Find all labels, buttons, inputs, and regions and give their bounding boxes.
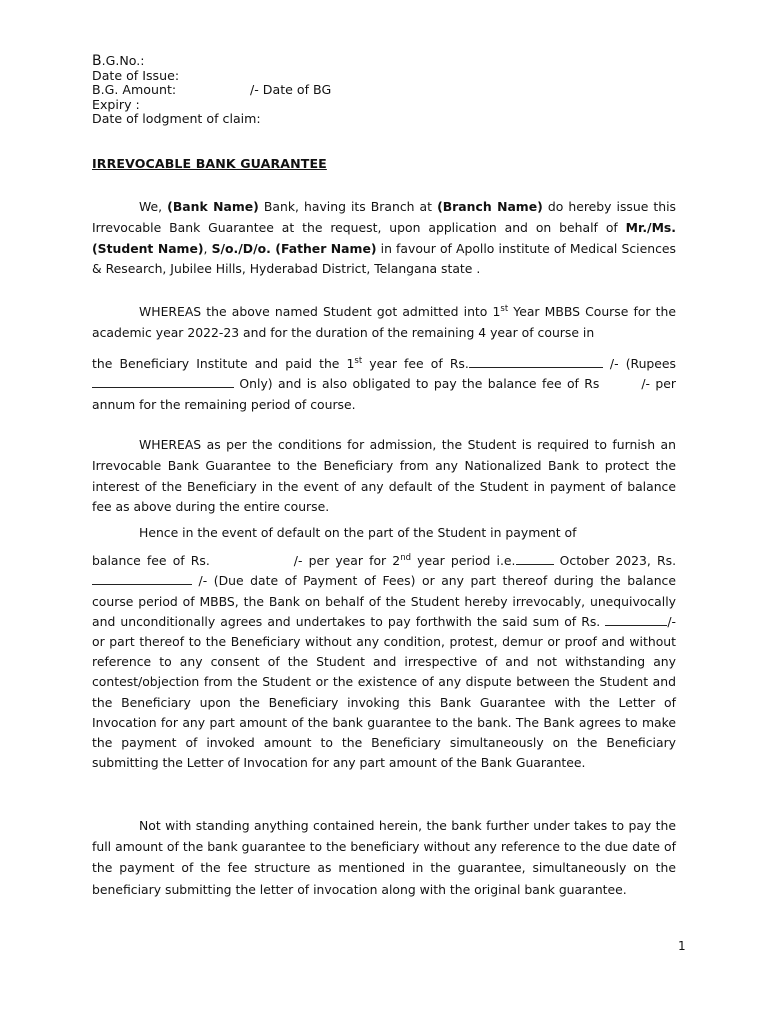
p1-text-3: do hereby issue this Irrevocable Bank Guarantee at the request, upon application and on behalf of (92, 199, 677, 235)
bg-amount-line (92, 83, 331, 98)
p2-superscript-1: st (500, 303, 509, 314)
guarantee-header (92, 54, 331, 127)
due-amount-blank[interactable] (92, 573, 192, 585)
paragraph-admission (92, 302, 676, 416)
fee-amount-blank[interactable] (469, 356, 603, 368)
p2-superscript-2: st (354, 355, 363, 366)
p4-text-3: /- per year for 2 (293, 553, 401, 569)
p4-text-1: Hence in the event of default on the part of the Student in payment of (139, 525, 577, 540)
p5-text: Not with standing anything contained herein, the bank further under takes to pay the full amount of the bank guarantee to the beneficiary without any reference to the due date of the payment of the fee structure as mentioned in the guarantee, simultaneously on the beneficiary submitting the letter of invocation along with the original bank guarantee. (92, 818, 676, 897)
paragraph-conditions (92, 435, 676, 518)
p4-text-4: year period i.e. (410, 553, 516, 569)
bg-number-line (92, 54, 331, 69)
paragraph-issuance (92, 197, 676, 280)
sum-amount-blank[interactable] (605, 614, 667, 626)
bg-number-initial: B (92, 53, 102, 69)
p2-text-6: Only) and is also obligated to pay the balance fee of Rs (234, 376, 600, 392)
p4-superscript-1: nd (400, 553, 411, 564)
p2-text-1: WHEREAS the above named Student got admitted into 1 (139, 304, 501, 319)
bg-amount-label: B.G. Amount: (92, 82, 177, 97)
p3-text: WHEREAS as per the conditions for admission, the Student is required to furnish an Irrevocable Bank Guarantee to the Beneficiary from any Nationalized Bank to protect the interest of the Beneficiary in the event of any default of the Student in payment of balance fee as above during the entire course. (92, 437, 676, 515)
page-number: 1 (678, 939, 686, 953)
period-date-blank[interactable] (516, 553, 554, 565)
father-name-placeholder: S/o./D/o. (Father Name) (211, 240, 377, 256)
bg-number-label: .G.No.: (101, 53, 145, 68)
p4-text-2: balance fee of Rs. (92, 553, 210, 569)
p1-text-2: Bank, having its Branch at (258, 199, 438, 214)
bank-name-placeholder: (Bank Name) (167, 199, 259, 214)
student-name-placeholder: Mr./Ms. (Student Name) (92, 219, 676, 256)
p4-text-5: October 2023, Rs. (553, 553, 677, 569)
p2-text-7: /- per annum for the remaining period of course. (92, 376, 677, 413)
p1-text-1: We, (139, 199, 168, 214)
paragraph-undertaking (92, 815, 676, 900)
expiry-label: Expiry : (92, 96, 140, 112)
date-of-issue-label: Date of Issue: (92, 67, 180, 83)
p4-text-7: /- or part thereof to the Beneficiary without any condition, protest, demur or proof and without reference to any consent of the Student and irrespective of and not withstanding any contest/objection from the Student or the existence of any dispute between the Student and the Beneficiary upon the Beneficiary invoking this Bank Guarantee with the Letter of Invocation for any part amount of the bank guarantee to the bank. The Bank agrees to make the payment of invoked amount to the Beneficiary simultaneously on the Beneficiary submitting the Letter of Invocation for any part amount of the Bank Guarantee. (92, 613, 676, 771)
p2-text-4: year fee of Rs. (362, 355, 469, 371)
document-title: IRREVOCABLE BANK GUARANTEE (92, 156, 327, 171)
rupees-words-blank[interactable] (92, 376, 234, 388)
branch-name-placeholder: (Branch Name) (437, 199, 543, 214)
bg-amount-suffix: /- Date of BG (250, 82, 332, 97)
p1-text-4: , (203, 240, 212, 256)
p2-text-5: /- (Rupees (602, 355, 676, 371)
lodgment-date-label: Date of lodgment of claim: (92, 111, 261, 126)
p2-text-3: the Beneficiary Institute and paid the 1 (92, 355, 355, 371)
p4-text-6: /- (Due date of Payment of Fees) or any part thereof during the balance course period of MBBS, the Bank on behalf of the Student hereby irrevocably, unequivocally and unconditionally agrees and undertakes to pay forthwith the said sum of Rs. (92, 573, 676, 629)
p2-text-2: Year MBBS Course for the academic year 2022-23 and for the duration of the remaining 4 year of course in (92, 304, 676, 340)
paragraph-default-terms (92, 523, 676, 773)
p1-text-5: in favour of Apollo institute of Medical Sciences & Research, Jubilee Hills, Hyderabad District, Telangana state . (92, 240, 676, 277)
